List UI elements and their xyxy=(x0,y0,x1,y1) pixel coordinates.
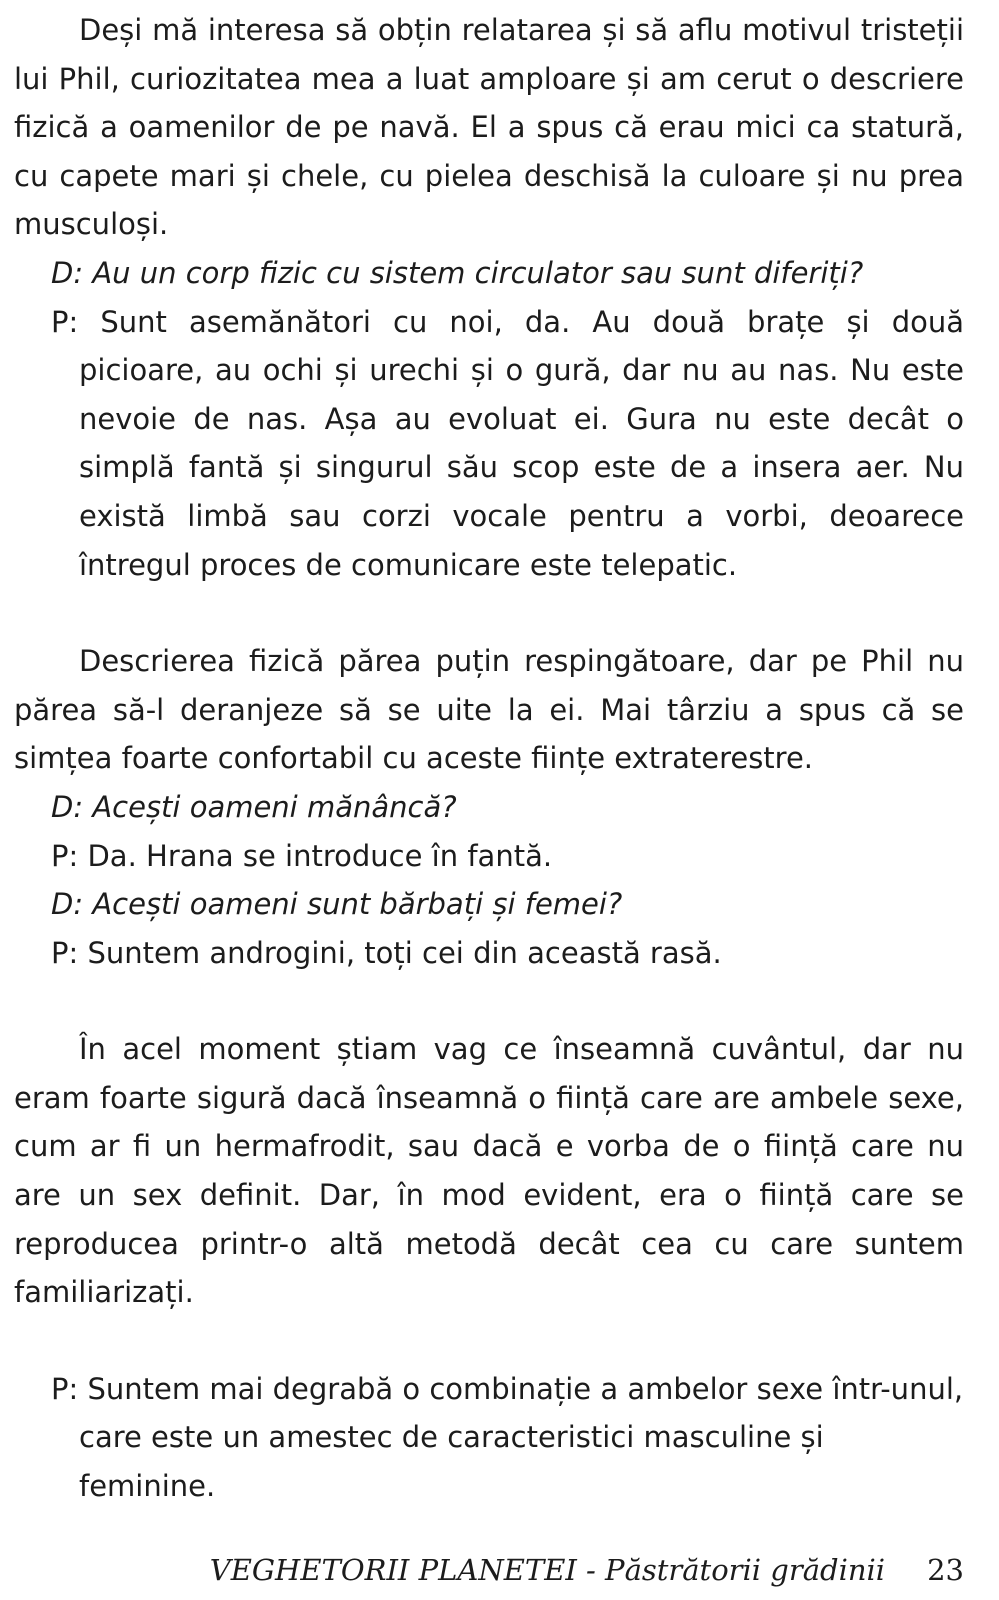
section-gap xyxy=(14,589,964,637)
question-line: D: Acești oameni sunt bărbați și femei? xyxy=(51,887,623,922)
running-title: VEGHETORII PLANETEI - Păstrătorii grădinii xyxy=(209,1553,886,1587)
answer-line: P: Suntem androgini, toți cei din această rasă. xyxy=(51,935,722,970)
paragraph-intro: Deși mă interesa să obțin relatarea și să aflu motivul tristeții lui Phil, curiozitatea mea a luat amploare și am cerut o descriere fizică a oamenilor de pe navă. El a spus că erau mici ca statură, cu capete mari și chele, cu pielea deschisă la culoare și nu prea musculoși. xyxy=(14,13,964,242)
section-gap xyxy=(14,1317,964,1365)
answer-line: P: Suntem mai degrabă o combinație a ambelor sexe într-unul, care este un amestec de caracteristici masculine și feminine. xyxy=(51,1371,964,1504)
paragraph-description: Descrierea fizică părea puțin respingătoare, dar pe Phil nu părea să-l deranjeze să se uite la ei. Mai târziu a spus că se simțea foarte confortabil cu aceste ființe extraterestre. xyxy=(14,644,964,776)
question-line: D: Acești oameni mănâncă? xyxy=(51,789,457,824)
page-number: 23 xyxy=(927,1553,964,1587)
question-line: D: Au un corp fizic cu sistem circulator sau sunt diferiți? xyxy=(51,255,864,290)
answer-line: P: Da. Hrana se introduce în fantă. xyxy=(51,838,553,873)
page-footer xyxy=(0,1550,964,1590)
answer-line: P: Sunt asemănători cu noi, da. Au două brațe și două picioare, au ochi și urechi și o gură, dar nu au nas. Nu este nevoie de nas. Așa au evoluat ei. Gura nu este decât o simplă fantă și singurul său scop este de a insera aer. Nu există limbă sau corzi vocale pentru a vorbi, deoarece întregul proces de comunicare este telepatic. xyxy=(51,304,964,582)
paragraph-androgyny: În acel moment știam vag ce înseamnă cuvântul, dar nu eram foarte sigură dacă înseamnă o ființă care are ambele sexe, cum ar fi un hermafrodit, sau dacă e vorba de o ființă care nu are un sex definit. Dar, în mod evident, era o ființă care se reproducea printr-o altă metodă decât cea cu care suntem familiarizați. xyxy=(14,1032,964,1310)
section-gap xyxy=(14,977,964,1025)
page-body xyxy=(14,6,964,1511)
